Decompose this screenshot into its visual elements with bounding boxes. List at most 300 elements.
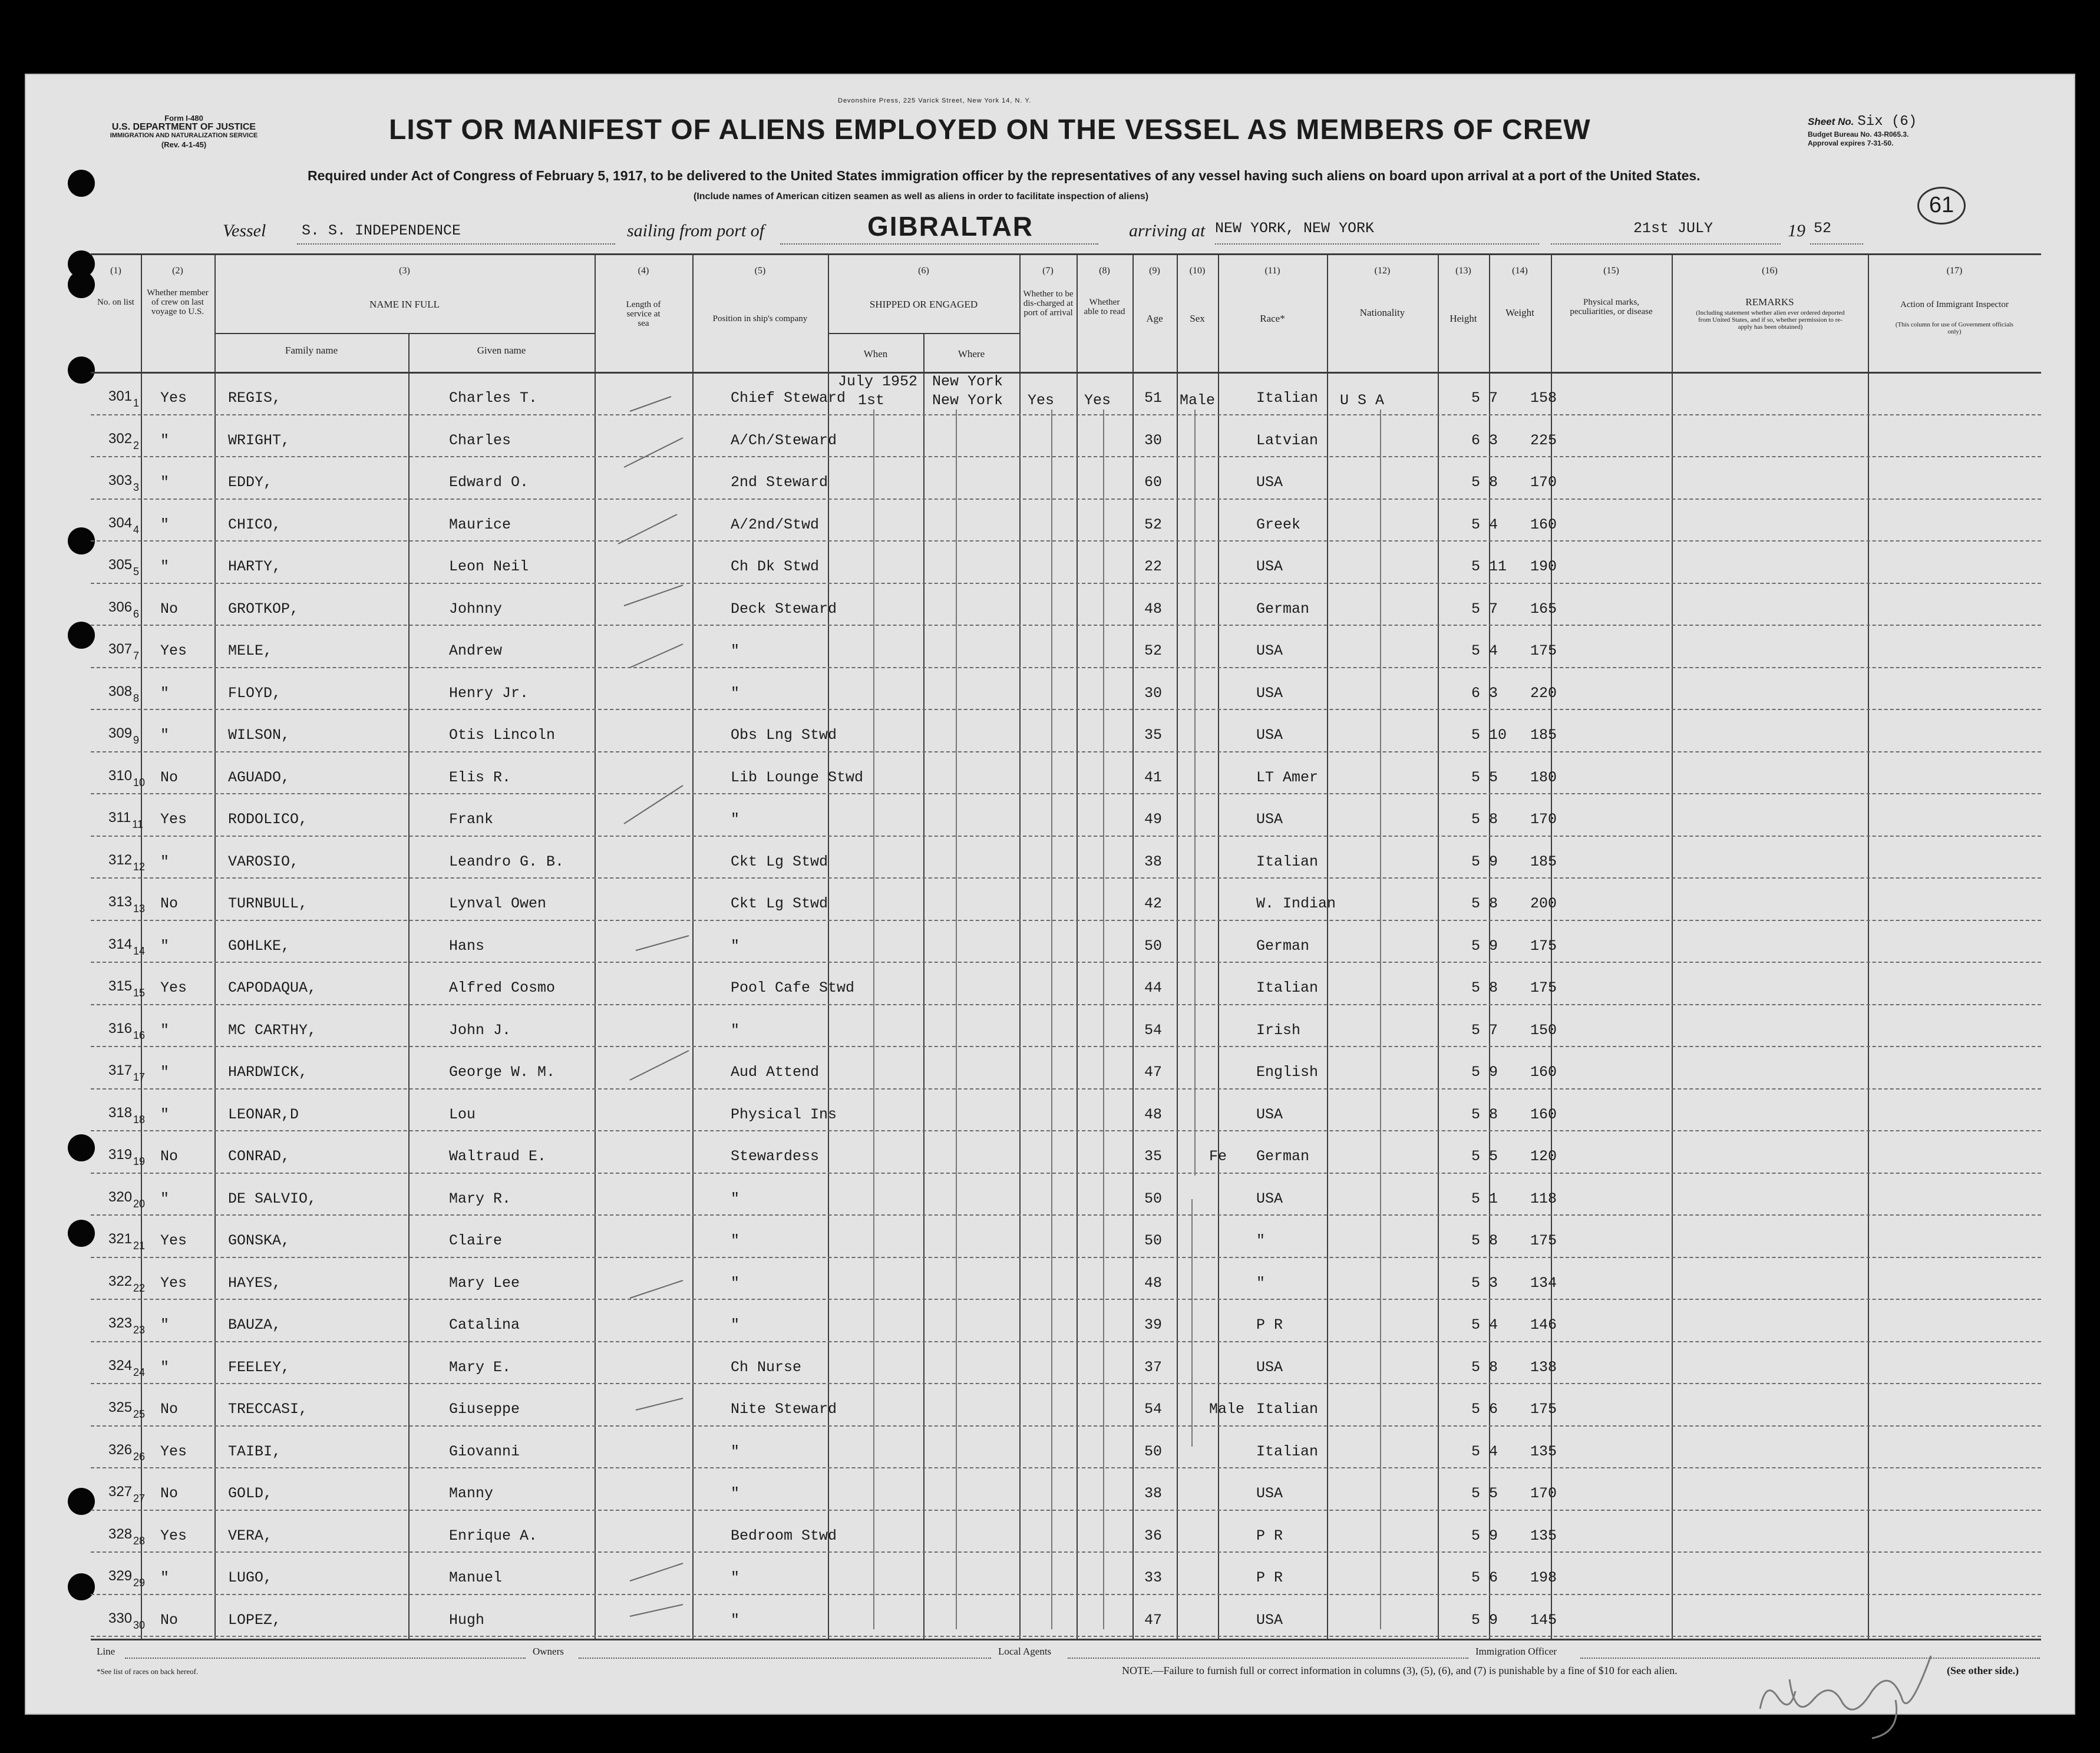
crew-last-voyage: " xyxy=(160,1021,170,1039)
race: USA xyxy=(1256,1485,1283,1502)
height: 5 9 xyxy=(1471,1064,1498,1081)
weight: 146 xyxy=(1530,1316,1557,1333)
shipped-when-day: 1st xyxy=(858,392,885,409)
row-rule xyxy=(91,1383,2041,1384)
vessel-dotline xyxy=(297,243,615,245)
given-name: Catalina xyxy=(449,1316,520,1333)
weight: 135 xyxy=(1530,1527,1557,1544)
colnum-1: (1) xyxy=(110,266,121,276)
given-name: Waltraud E. xyxy=(449,1148,547,1165)
weight: 134 xyxy=(1530,1274,1557,1292)
punch-hole xyxy=(68,170,95,197)
list-number-value: 327 xyxy=(108,1484,133,1500)
crew-last-voyage: Yes xyxy=(160,389,187,407)
age: 39 xyxy=(1144,1316,1163,1333)
family-name: REGIS, xyxy=(228,389,282,407)
header-position: Position in ship's company xyxy=(712,314,808,323)
list-number-value: 324 xyxy=(108,1357,133,1374)
row-rule xyxy=(91,1425,2041,1427)
list-number xyxy=(108,557,139,578)
header-discharged: Whether to be dis-charged at port of arrival xyxy=(1023,289,1074,318)
height: 5 8 xyxy=(1471,979,1498,996)
family-name: RODOLICO, xyxy=(228,811,308,828)
height: 5 9 xyxy=(1471,937,1498,955)
list-number-value: 328 xyxy=(108,1526,133,1542)
crew-last-voyage: " xyxy=(160,516,170,533)
list-number xyxy=(108,388,139,410)
sex-value: Male xyxy=(1180,392,1216,409)
row-rule xyxy=(91,1214,2041,1216)
line-number-value: 8 xyxy=(133,692,140,704)
list-number xyxy=(108,684,139,705)
height: 5 5 xyxy=(1471,1485,1498,1502)
list-number-value: 309 xyxy=(108,725,133,741)
colnum-14: (14) xyxy=(1512,266,1528,276)
row-rule xyxy=(91,709,2041,710)
list-number-value: 330 xyxy=(108,1610,133,1626)
list-number xyxy=(108,515,139,536)
list-number-value: 313 xyxy=(108,894,133,910)
race: P R xyxy=(1256,1569,1283,1586)
header-height: Height xyxy=(1449,313,1477,324)
sex: Fe xyxy=(1209,1148,1227,1165)
colnum-5: (5) xyxy=(754,266,766,276)
age: 48 xyxy=(1144,600,1163,618)
line-number-value: 17 xyxy=(133,1071,146,1083)
crew-last-voyage: " xyxy=(160,1316,170,1333)
given-name: Edward O. xyxy=(449,474,529,491)
given-name: Giuseppe xyxy=(449,1401,520,1418)
service-strokes xyxy=(595,373,692,1640)
crew-last-voyage: " xyxy=(160,474,170,491)
race: USA xyxy=(1256,684,1283,702)
height: 5 5 xyxy=(1471,768,1498,786)
race: W. Indian xyxy=(1256,895,1336,912)
line-number-value: 2 xyxy=(133,439,140,451)
line-number-value: 26 xyxy=(133,1450,146,1463)
list-number xyxy=(108,1062,145,1084)
position: " xyxy=(731,1442,740,1460)
weight: 120 xyxy=(1530,1148,1557,1165)
height: 5 10 xyxy=(1471,727,1507,744)
officer-signature xyxy=(1754,1644,1943,1744)
position: Lib Lounge Stwd xyxy=(731,768,864,786)
footer-owners-dots xyxy=(579,1658,991,1659)
footer-owners-label: Owners xyxy=(533,1646,564,1657)
row-rule xyxy=(91,499,2041,500)
height: 5 8 xyxy=(1471,1232,1498,1249)
position: Chief Steward xyxy=(731,389,846,407)
race: USA xyxy=(1256,1105,1283,1123)
row-rule xyxy=(91,793,2041,794)
height: 5 8 xyxy=(1471,895,1498,912)
col-rule-7 xyxy=(1077,253,1078,1640)
colnum-7: (7) xyxy=(1042,266,1054,276)
crew-last-voyage: " xyxy=(160,558,170,575)
race: P R xyxy=(1256,1316,1283,1333)
weight: 175 xyxy=(1530,937,1557,955)
col-rule-5 xyxy=(828,253,829,1640)
age: 33 xyxy=(1144,1569,1163,1586)
shipped-when-month: July 1952 xyxy=(838,373,918,390)
age: 47 xyxy=(1144,1611,1163,1629)
colnum-10: (10) xyxy=(1189,266,1206,276)
family-name: FLOYD, xyxy=(228,684,282,702)
crew-last-voyage: " xyxy=(160,937,170,955)
header-remarks-note: (Including statement whether alien ever ordered deported from United States, and if so, whether permission to re-apply has been obtained) xyxy=(1696,309,1845,331)
row-rule xyxy=(91,1173,2041,1174)
arriving-label: arriving at xyxy=(1129,221,1206,240)
height: 5 8 xyxy=(1471,1105,1498,1123)
height: 5 9 xyxy=(1471,1527,1498,1544)
year-dotline xyxy=(1810,243,1863,245)
row-rule xyxy=(91,751,2041,752)
position: " xyxy=(731,937,740,955)
crew-last-voyage: Yes xyxy=(160,1232,187,1249)
age: 50 xyxy=(1144,1190,1163,1207)
height: 6 3 xyxy=(1471,684,1498,702)
list-number xyxy=(108,1231,145,1252)
line-number-value: 12 xyxy=(133,860,146,873)
form-number: Form I-480 xyxy=(164,114,203,123)
position: " xyxy=(731,811,740,828)
list-number-value: 301 xyxy=(108,388,133,404)
race: German xyxy=(1256,1148,1310,1165)
position: A/2nd/Stwd xyxy=(731,516,820,533)
height: 5 8 xyxy=(1471,1358,1498,1376)
position: " xyxy=(731,1190,740,1207)
family-name: HARTY, xyxy=(228,558,282,575)
crew-last-voyage: " xyxy=(160,853,170,870)
list-number-value: 314 xyxy=(108,936,133,952)
service-name: IMMIGRATION AND NATURALIZATION SERVICE xyxy=(110,132,258,139)
position: " xyxy=(731,684,740,702)
footer-agents-dots xyxy=(1068,1658,1468,1659)
height: 5 3 xyxy=(1471,1274,1498,1292)
height: 5 9 xyxy=(1471,853,1498,870)
ditto-rule-sex-male xyxy=(1194,410,1196,1176)
weight: 185 xyxy=(1530,853,1557,870)
crew-last-voyage: No xyxy=(160,1148,179,1165)
crew-last-voyage: No xyxy=(160,1401,179,1418)
family-name: LOPEZ, xyxy=(228,1611,282,1629)
list-number xyxy=(108,1105,145,1126)
weight: 160 xyxy=(1530,1105,1557,1123)
list-number xyxy=(108,1484,145,1505)
position: Ch Nurse xyxy=(731,1358,802,1376)
list-number-value: 308 xyxy=(108,683,133,699)
line-number-value: 11 xyxy=(132,818,143,830)
age: 54 xyxy=(1144,1021,1163,1039)
position: Ckt Lg Stwd xyxy=(731,853,828,870)
line-number-value: 23 xyxy=(133,1324,146,1336)
col-rule-2 xyxy=(214,253,216,1640)
line-number-value: 3 xyxy=(133,481,140,493)
race: Italian xyxy=(1256,1442,1319,1460)
col-rule-11 xyxy=(1327,253,1328,1640)
given-name: Charles xyxy=(449,431,511,449)
list-number xyxy=(108,978,145,999)
family-name: TURNBULL, xyxy=(228,895,308,912)
header-able-to-read: Whether able to read xyxy=(1084,298,1125,316)
weight: 175 xyxy=(1530,979,1557,996)
line-number-value: 19 xyxy=(133,1156,146,1167)
weight: 175 xyxy=(1530,1232,1557,1249)
height: 5 6 xyxy=(1471,1569,1498,1586)
list-number-value: 320 xyxy=(108,1189,133,1205)
age: 49 xyxy=(1144,811,1163,828)
height: 5 4 xyxy=(1471,1442,1498,1460)
colnum-6: (6) xyxy=(918,266,929,276)
colnum-3: (3) xyxy=(399,266,410,276)
footer-officer-label: Immigration Officer xyxy=(1475,1646,1557,1657)
race-footnote: *See list of races on back hereof. xyxy=(97,1667,199,1676)
colnum-2: (2) xyxy=(172,266,183,276)
header-bottom-rule xyxy=(91,372,2041,374)
race: German xyxy=(1256,600,1310,618)
position: " xyxy=(731,1485,740,1502)
see-other-side: (See other side.) xyxy=(1947,1665,2019,1676)
footer-agents-label: Local Agents xyxy=(998,1646,1052,1657)
footer-line-label: Line xyxy=(97,1646,115,1657)
line-number-value: 24 xyxy=(133,1366,146,1378)
crew-last-voyage: Yes xyxy=(160,811,187,828)
family-name: VAROSIO, xyxy=(228,853,299,870)
line-number-value: 20 xyxy=(133,1197,146,1210)
col-rule-3a xyxy=(408,333,410,1640)
age: 50 xyxy=(1144,1442,1163,1460)
weight: 160 xyxy=(1530,516,1557,533)
colnum-11: (11) xyxy=(1264,266,1280,276)
age: 52 xyxy=(1144,642,1163,659)
race: USA xyxy=(1256,811,1283,828)
position: 2nd Steward xyxy=(731,474,828,491)
row-rule xyxy=(91,583,2041,584)
given-name: Mary Lee xyxy=(449,1274,520,1292)
family-name: AGUADO, xyxy=(228,768,290,786)
colnum-13: (13) xyxy=(1455,266,1471,276)
header-when: When xyxy=(863,348,888,359)
footer-line-dots xyxy=(125,1658,526,1659)
nationality-value: U S A xyxy=(1340,392,1385,409)
race: USA xyxy=(1256,727,1283,744)
sex: Male xyxy=(1209,1401,1245,1418)
list-number xyxy=(108,1189,145,1210)
list-number-value: 322 xyxy=(108,1273,133,1289)
position: " xyxy=(731,1232,740,1249)
age: 35 xyxy=(1144,1148,1163,1165)
header-weight: Weight xyxy=(1505,307,1534,318)
height: 5 6 xyxy=(1471,1401,1498,1418)
line-number-value: 25 xyxy=(133,1408,146,1420)
year-prefix: 19 xyxy=(1788,221,1805,240)
race: USA xyxy=(1256,1611,1283,1629)
weight: 170 xyxy=(1530,1485,1557,1502)
given-name: Alfred Cosmo xyxy=(449,979,556,996)
form-identifier xyxy=(95,114,272,149)
list-number xyxy=(108,810,143,831)
age: 35 xyxy=(1144,727,1163,744)
col-rule-10 xyxy=(1218,253,1219,1640)
crew-last-voyage: Yes xyxy=(160,1442,187,1460)
row-rule xyxy=(91,1046,2041,1047)
age: 42 xyxy=(1144,895,1163,912)
list-number-value: 329 xyxy=(108,1568,133,1584)
age: 22 xyxy=(1144,558,1163,575)
weight: 135 xyxy=(1530,1442,1557,1460)
given-name: Giovanni xyxy=(449,1442,520,1460)
age: 51 xyxy=(1144,389,1163,407)
race: Italian xyxy=(1256,389,1319,407)
race: P R xyxy=(1256,1527,1283,1544)
arrival-year: 52 xyxy=(1814,220,1832,237)
header-nationality: Nationality xyxy=(1359,307,1405,318)
age: 50 xyxy=(1144,937,1163,955)
port-of-sailing: GIBRALTAR xyxy=(867,211,1034,242)
list-number xyxy=(108,1021,145,1042)
line-number-value: 27 xyxy=(133,1493,146,1504)
line-number-value: 28 xyxy=(133,1534,146,1547)
age: 36 xyxy=(1144,1527,1163,1544)
list-number-value: 319 xyxy=(108,1147,133,1163)
row-rule xyxy=(91,1004,2041,1005)
age: 48 xyxy=(1144,1105,1163,1123)
family-name: HARDWICK, xyxy=(228,1064,308,1081)
position: Obs Lng Stwd xyxy=(731,727,837,744)
list-number-value: 315 xyxy=(108,978,133,994)
line-number-value: 21 xyxy=(133,1240,146,1252)
header-age: Age xyxy=(1146,313,1163,324)
list-number xyxy=(108,1526,145,1547)
colnum-4: (4) xyxy=(638,266,649,276)
col-rule-12 xyxy=(1438,253,1439,1640)
row-rule xyxy=(91,1510,2041,1511)
family-name: LEONAR,D xyxy=(228,1105,299,1123)
age: 44 xyxy=(1144,979,1163,996)
weight: 225 xyxy=(1530,431,1557,449)
list-number xyxy=(108,725,139,747)
budget-bureau: Budget Bureau No. 43-R065.3. xyxy=(1808,130,1909,138)
given-name: Johnny xyxy=(449,600,503,618)
weight: 160 xyxy=(1530,1064,1557,1081)
weight: 175 xyxy=(1530,1401,1557,1418)
family-name: GONSKA, xyxy=(228,1232,290,1249)
family-name: EDDY, xyxy=(228,474,273,491)
crew-last-voyage: " xyxy=(160,1190,170,1207)
row-rule xyxy=(91,1088,2041,1090)
weight: 150 xyxy=(1530,1021,1557,1039)
line-number-value: 1 xyxy=(133,397,140,409)
family-name: LUGO, xyxy=(228,1569,273,1586)
position: " xyxy=(731,1274,740,1292)
given-name: Manny xyxy=(449,1485,494,1502)
height: 5 7 xyxy=(1471,1021,1498,1039)
race: " xyxy=(1256,1232,1266,1249)
list-number xyxy=(108,1147,145,1168)
colnum-17: (17) xyxy=(1946,266,1963,276)
line-number-value: 4 xyxy=(133,523,140,536)
row-rule xyxy=(91,1636,2041,1637)
given-name: Hans xyxy=(449,937,485,955)
ditto-rule-sex-fe xyxy=(1191,1199,1193,1447)
row-rule xyxy=(91,1341,2041,1342)
sheet-number xyxy=(1808,114,1917,130)
age: 54 xyxy=(1144,1401,1163,1418)
line-number-value: 18 xyxy=(133,1113,146,1125)
family-name: BAUZA, xyxy=(228,1316,282,1333)
list-number-value: 311 xyxy=(108,810,131,826)
position: Ch Dk Stwd xyxy=(731,558,820,575)
port-dotline xyxy=(780,243,1098,245)
row-rule xyxy=(91,456,2041,457)
list-number-value: 323 xyxy=(108,1315,133,1331)
given-name: Elis R. xyxy=(449,768,511,786)
ditto-rule-when xyxy=(873,410,874,1629)
height: 5 8 xyxy=(1471,474,1498,491)
race: Irish xyxy=(1256,1021,1301,1039)
height: 5 8 xyxy=(1471,811,1498,828)
crew-last-voyage: " xyxy=(160,1358,170,1376)
given-name: Leandro G. B. xyxy=(449,853,564,870)
line-number-value: 30 xyxy=(133,1619,146,1631)
colnum-8: (8) xyxy=(1099,266,1110,276)
col-rule-6 xyxy=(1019,253,1021,1640)
table-bottom-rule xyxy=(91,1639,2041,1640)
list-number-value: 303 xyxy=(108,473,133,488)
family-name: GOHLKE, xyxy=(228,937,290,955)
age: 30 xyxy=(1144,684,1163,702)
list-number xyxy=(108,852,145,873)
line-number-value: 22 xyxy=(133,1282,146,1294)
punch-hole xyxy=(68,356,95,384)
age: 30 xyxy=(1144,431,1163,449)
punch-hole xyxy=(68,1573,95,1600)
crew-last-voyage: Yes xyxy=(160,979,187,996)
race: Greek xyxy=(1256,516,1301,533)
header-sex: Sex xyxy=(1190,313,1205,324)
weight: 185 xyxy=(1530,727,1557,744)
position: Aud Attend xyxy=(731,1064,820,1081)
race: Latvian xyxy=(1256,431,1319,449)
age: 50 xyxy=(1144,1232,1163,1249)
list-number xyxy=(108,599,139,620)
line-number-value: 6 xyxy=(133,608,140,620)
header-family-name: Family name xyxy=(285,345,338,356)
legal-requirement: Required under Act of Congress of February 5, 1917, to be delivered to the United States immigration officer by the representatives of any vessel having such aliens on board upon arrival at a port of the United States. xyxy=(308,168,1701,183)
given-name: Manuel xyxy=(449,1569,503,1586)
date-dotline xyxy=(1551,243,1781,245)
list-number-value: 302 xyxy=(108,430,133,447)
age: 37 xyxy=(1144,1358,1163,1376)
weight: 190 xyxy=(1530,558,1557,575)
arriving-port: NEW YORK, NEW YORK xyxy=(1215,220,1375,237)
include-note: (Include names of American citizen seamen as well as aliens in order to facilitate inspection of aliens) xyxy=(694,192,1149,202)
row-rule xyxy=(91,836,2041,837)
given-name: Leon Neil xyxy=(449,558,529,575)
ditto-rule-nationality xyxy=(1380,410,1381,1629)
list-number-value: 304 xyxy=(108,514,133,531)
age: 38 xyxy=(1144,1485,1163,1502)
given-name: Claire xyxy=(449,1232,503,1249)
crew-last-voyage: " xyxy=(160,431,170,449)
line-number-value: 9 xyxy=(133,734,140,746)
race: USA xyxy=(1256,642,1283,659)
col-rule-16 xyxy=(1868,253,1869,1640)
family-name: CHICO, xyxy=(228,516,282,533)
list-number xyxy=(108,1399,145,1421)
weight: 170 xyxy=(1530,811,1557,828)
position: " xyxy=(731,642,740,659)
